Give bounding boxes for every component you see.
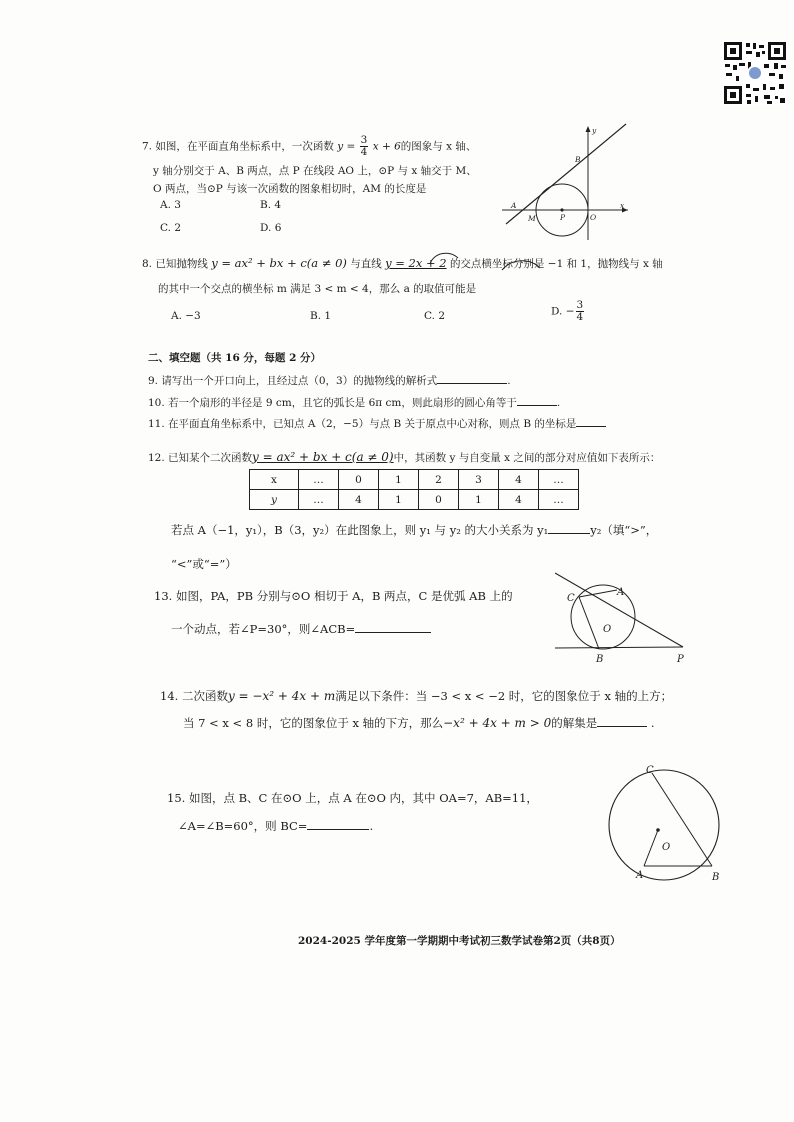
q13-fig-label-p: P bbox=[677, 654, 684, 665]
q8-option-c: C. 2 bbox=[424, 310, 446, 322]
table-cell: 0 bbox=[419, 490, 459, 510]
q10-answer-blank[interactable] bbox=[517, 395, 557, 406]
q12-value-table bbox=[249, 469, 579, 510]
section-fill-in-title: 二、填空题（共 16 分，每题 2 分） bbox=[148, 352, 322, 364]
q14-line2: 当 7 < x < 8 时，它的图象位于 x 轴的下方，那么−x² + 4x + m > 0的解集是 . bbox=[183, 716, 655, 730]
q8-handwritten-marks bbox=[420, 246, 560, 276]
table-cell: 4 bbox=[499, 470, 539, 490]
q15-line1: 15. 如图，点 B、C 在⊙O 上，点 A 在⊙O 内，其中 OA=7，AB=11， bbox=[167, 791, 538, 805]
q7-fig-label-m: M bbox=[528, 214, 536, 223]
q15-fig-label-a: A bbox=[636, 870, 644, 881]
q11-answer-blank[interactable] bbox=[576, 416, 606, 427]
table-cell: y bbox=[250, 490, 299, 510]
table-cell: … bbox=[539, 470, 579, 490]
q13-line1: 13. 如图，PA，PB 分别与⊙O 相切于 A，B 两点，C 是优弧 AB 上的 bbox=[154, 589, 513, 603]
q8-option-b: B. 1 bbox=[310, 310, 332, 322]
table-cell: … bbox=[299, 470, 339, 490]
q15-fig-label-o: O bbox=[662, 842, 671, 853]
q13-figure bbox=[555, 565, 695, 665]
q7-fig-label-p: P bbox=[560, 213, 566, 222]
qr-code bbox=[722, 40, 788, 106]
q7-option-a: A. 3 bbox=[160, 199, 181, 211]
q13-fig-label-a: A bbox=[617, 587, 625, 598]
q7-option-c: C. 2 bbox=[160, 222, 182, 234]
q7-line2: y 轴分别交于 A、B 两点，点 P 在线段 AO 上，⊙P 与 x 轴交于 M、 bbox=[153, 165, 477, 177]
q9-answer-blank[interactable] bbox=[437, 373, 507, 384]
q7-figure bbox=[500, 122, 630, 247]
table-cell: … bbox=[539, 490, 579, 510]
q8-line2: 的其中一个交点的横坐标 m 满足 3 < m < 4，那么 a 的取值可能是 bbox=[158, 283, 477, 295]
q13-line2: 一个动点，若∠P=30°，则∠ACB= bbox=[171, 621, 431, 637]
q7-fig-label-a: A bbox=[511, 201, 517, 210]
q12-answer-blank[interactable] bbox=[548, 523, 590, 534]
q15-figure bbox=[600, 762, 730, 887]
q15-fig-label-c: C bbox=[646, 765, 654, 776]
table-cell: 2 bbox=[419, 470, 459, 490]
q7-option-d: D. 6 bbox=[260, 222, 282, 234]
table-cell: 1 bbox=[459, 490, 499, 510]
table-cell: 3 bbox=[459, 470, 499, 490]
table-cell: 4 bbox=[339, 490, 379, 510]
q12-line1: 12. 已知某个二次函数y = ax² + bx + c(a ≠ 0)中，其函数 y 与自变量 x 之间的部分对应值如下表所示： bbox=[148, 450, 661, 464]
q11-text: 11. 在平面直角坐标系中，已知点 A（2，−5）与点 B 关于原点中心对称，则点 B 的坐标是 bbox=[148, 416, 606, 431]
q15-fig-label-b: B bbox=[712, 872, 720, 883]
table-row-y bbox=[250, 490, 579, 510]
q7-fig-label-x: x bbox=[620, 201, 625, 210]
table-cell: x bbox=[250, 470, 299, 490]
table-cell: 0 bbox=[339, 470, 379, 490]
table-cell: 1 bbox=[379, 490, 419, 510]
table-cell: 1 bbox=[379, 470, 419, 490]
q7-fig-label-o: O bbox=[590, 213, 597, 222]
q13-answer-blank[interactable] bbox=[355, 622, 431, 633]
table-cell: 4 bbox=[499, 490, 539, 510]
q10-text: 10. 若一个扇形的半径是 9 cm，且它的弧长是 6π cm，则此扇形的圆心角等于 . bbox=[148, 397, 561, 409]
table-row-x bbox=[250, 470, 579, 490]
q7-option-b: B. 4 bbox=[260, 199, 282, 211]
q14-line1: 14. 二次函数y = −x² + 4x + m满足以下条件：当 −3 < x < −2 时，它的图象位于 x 轴的上方； bbox=[160, 689, 673, 703]
q8-option-d: D. − $\frac{3}{4}$ bbox=[551, 299, 584, 324]
q14-answer-blank[interactable] bbox=[597, 716, 647, 727]
table-cell: … bbox=[299, 490, 339, 510]
q8-option-a: A. −3 bbox=[171, 310, 201, 322]
q13-fig-label-c: C bbox=[567, 593, 575, 604]
q7-line3: O 两点，当⊙P 与该一次函数的图象相切时，AM 的长度是 bbox=[153, 183, 427, 195]
q7-fig-label-y: y bbox=[592, 126, 597, 135]
q12-line3: “<”或“=”） bbox=[171, 557, 237, 571]
q7-line1: 7. 如图，在平面直角坐标系中，一次函数 y = $\frac{3}{4}$ x + 6的图象与 x 轴、 bbox=[142, 134, 477, 159]
q12-line2: 若点 A（−1，y₁），B（3，y₂）在此图象上，则 y₁ 与 y₂ 的大小关系为 y₁ y₂（填“>”， bbox=[171, 523, 658, 537]
page-footer: 2024-2025 学年度第一学期期中考试初三数学试卷第2页（共8页） bbox=[298, 935, 621, 947]
q9-text: 9. 请写出一个开口向上，且经过点（0，3）的抛物线的解析式 . bbox=[148, 375, 511, 387]
q8-line1: 8. 已知抛物线 y = ax² + bx + c(a ≠ 0) 与直线 y = 2x + 2 的交点横坐标分别是 −1 和 1，抛物线与 x 轴 bbox=[142, 256, 663, 270]
q7-fig-label-b: B bbox=[575, 155, 581, 164]
q15-answer-blank[interactable] bbox=[307, 819, 369, 830]
q13-fig-label-o: O bbox=[603, 624, 612, 635]
q13-fig-label-b: B bbox=[596, 654, 604, 665]
q15-line2: ∠A=∠B=60°，则 BC= . bbox=[178, 819, 374, 833]
